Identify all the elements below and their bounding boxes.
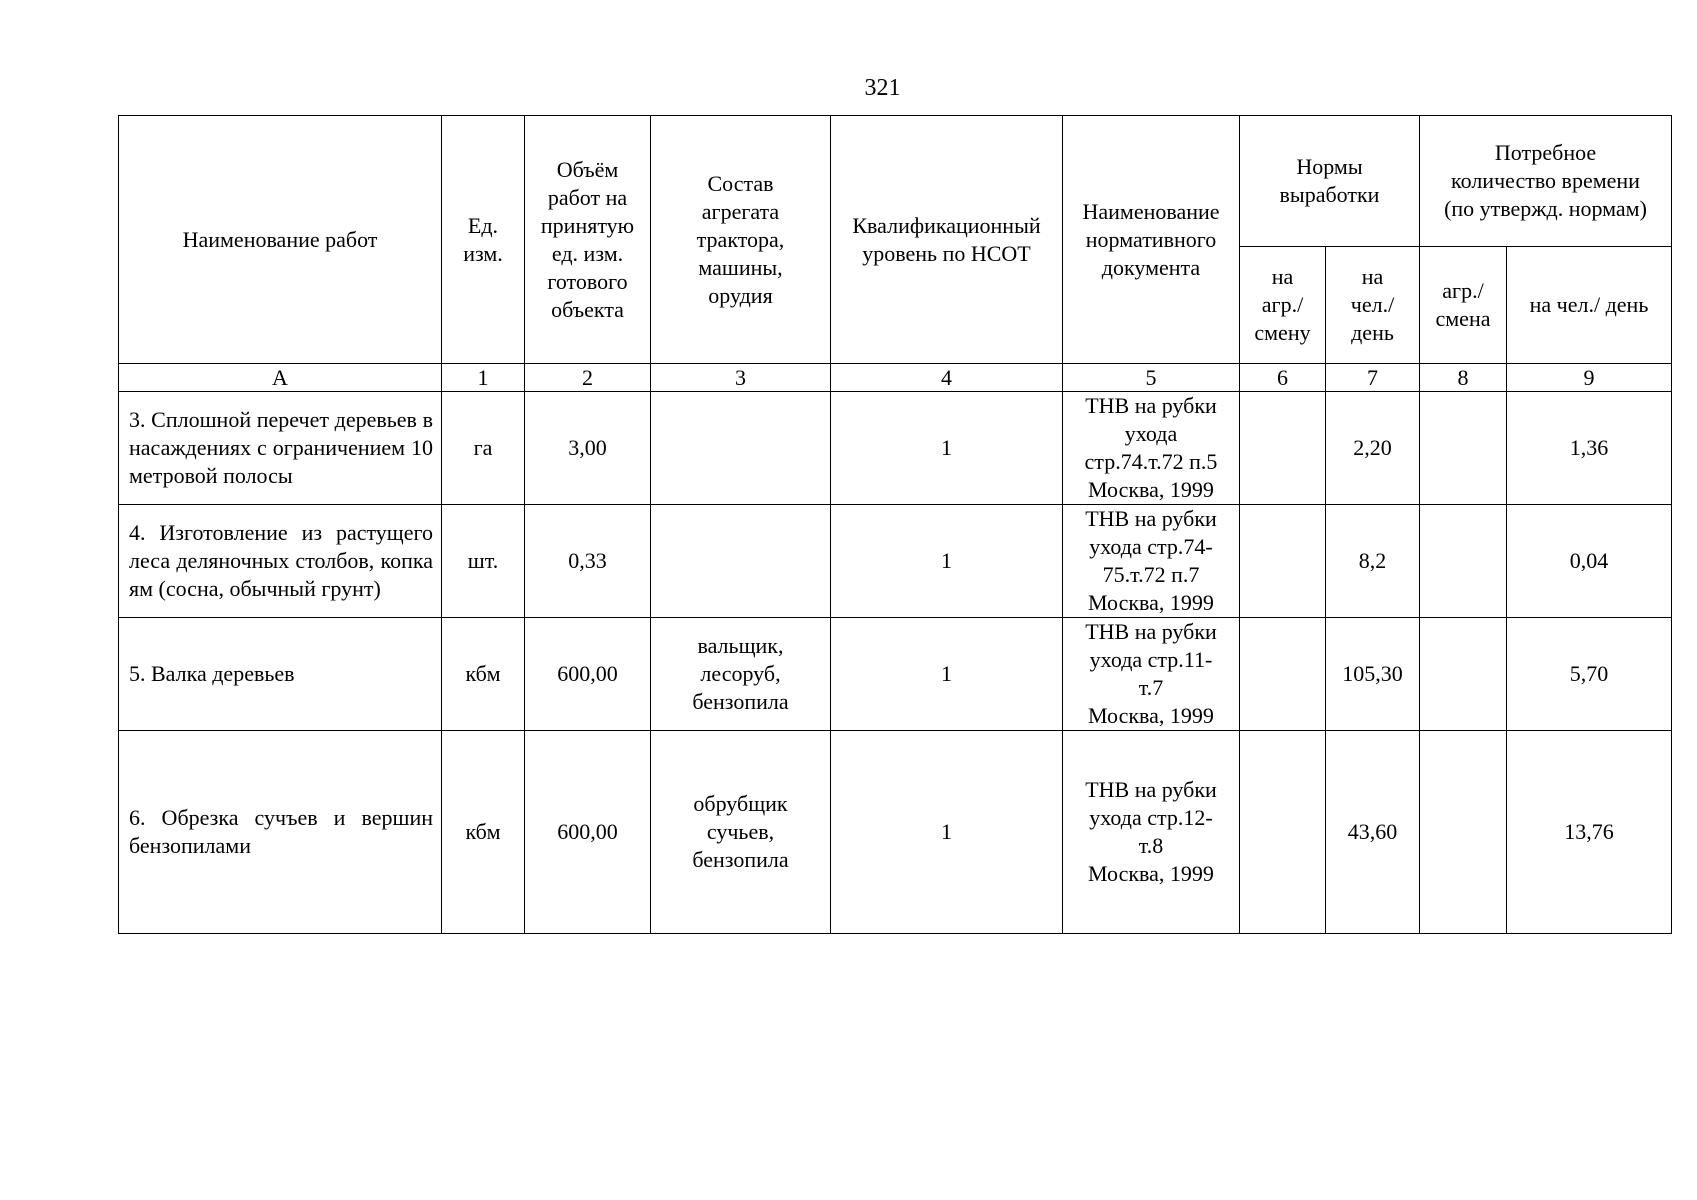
table-row <box>119 731 1672 934</box>
page-number: 321 <box>864 75 901 101</box>
document-cell: ТНВ на рубки ухода стр.11- т.7 Москва, 1999 <box>1063 618 1240 731</box>
header-row <box>119 116 1672 247</box>
work-name-cell: 6. Обрезка сучъев и вершин бензопилами <box>119 731 442 934</box>
work-name-cell: 4. Изготовление из растущего леса деляночных столбов, копка ям (сосна, обычный грунт) <box>119 505 442 618</box>
header-volume: Объём работ на принятую ед. изм. готового объекта <box>525 116 651 364</box>
unit-cell: кбм <box>442 731 525 934</box>
time-unit-shift-cell <box>1420 731 1507 934</box>
composition-cell <box>651 505 831 618</box>
norm-person-day-cell: 105,30 <box>1326 618 1420 731</box>
column-number: 1 <box>442 364 525 392</box>
column-number: 6 <box>1240 364 1326 392</box>
header-person-day: на чел./ день <box>1507 247 1672 364</box>
column-number: А <box>119 364 442 392</box>
unit-cell: кбм <box>442 618 525 731</box>
norm-unit-shift-cell <box>1240 392 1326 505</box>
header-document: Наименование нормативного документа <box>1063 116 1240 364</box>
column-number: 4 <box>831 364 1063 392</box>
column-number: 5 <box>1063 364 1240 392</box>
table-row <box>119 392 1672 505</box>
work-name-cell: 3. Сплошной перечет деревьев в насаждениях с ограничением 10 метровой полосы <box>119 392 442 505</box>
header-qualification: Квалификационный уровень по НСОТ <box>831 116 1063 364</box>
norm-unit-shift-cell <box>1240 731 1326 934</box>
header-time-needed: Потребное количество времени (по утвержд. нормам) <box>1420 116 1672 247</box>
header-unit-composition: Состав агрегата трактора, машины, орудия <box>651 116 831 364</box>
column-number: 9 <box>1507 364 1672 392</box>
column-number: 8 <box>1420 364 1507 392</box>
work-norms-table <box>118 115 1672 934</box>
composition-cell: вальщик, лесоруб, бензопила <box>651 618 831 731</box>
column-number: 3 <box>651 364 831 392</box>
composition-cell: обрубщик сучьев, бензопила <box>651 731 831 934</box>
table-row <box>119 505 1672 618</box>
header-per-unit-shift: на агр./ смену <box>1240 247 1326 364</box>
composition-cell <box>651 392 831 505</box>
time-unit-shift-cell <box>1420 618 1507 731</box>
time-person-day-cell: 5,70 <box>1507 618 1672 731</box>
volume-cell: 600,00 <box>525 731 651 934</box>
header-unit: Ед. изм. <box>442 116 525 364</box>
time-person-day-cell: 13,76 <box>1507 731 1672 934</box>
time-person-day-cell: 1,36 <box>1507 392 1672 505</box>
column-numbers-row <box>119 364 1672 392</box>
time-unit-shift-cell <box>1420 505 1507 618</box>
document-cell: ТНВ на рубки ухода стр.74.т.72 п.5 Москва, 1999 <box>1063 392 1240 505</box>
work-name-cell: 5. Валка деревьев <box>119 618 442 731</box>
volume-cell: 3,00 <box>525 392 651 505</box>
norm-unit-shift-cell <box>1240 618 1326 731</box>
document-cell: ТНВ на рубки ухода стр.12- т.8 Москва, 1999 <box>1063 731 1240 934</box>
header-work-name: Наименование работ <box>119 116 442 364</box>
time-unit-shift-cell <box>1420 392 1507 505</box>
norm-person-day-cell: 2,20 <box>1326 392 1420 505</box>
column-number: 2 <box>525 364 651 392</box>
norm-person-day-cell: 43,60 <box>1326 731 1420 934</box>
header-unit-shift: агр./ смена <box>1420 247 1507 364</box>
qualification-cell: 1 <box>831 731 1063 934</box>
volume-cell: 0,33 <box>525 505 651 618</box>
volume-cell: 600,00 <box>525 618 651 731</box>
qualification-cell: 1 <box>831 505 1063 618</box>
column-number: 7 <box>1326 364 1420 392</box>
qualification-cell: 1 <box>831 618 1063 731</box>
table-row <box>119 618 1672 731</box>
header-output-norms: Нормы выработки <box>1240 116 1420 247</box>
norm-person-day-cell: 8,2 <box>1326 505 1420 618</box>
qualification-cell: 1 <box>831 392 1063 505</box>
norm-unit-shift-cell <box>1240 505 1326 618</box>
header-per-person-day: на чел./ день <box>1326 247 1420 364</box>
unit-cell: шт. <box>442 505 525 618</box>
unit-cell: га <box>442 392 525 505</box>
document-cell: ТНВ на рубки ухода стр.74- 75.т.72 п.7 Москва, 1999 <box>1063 505 1240 618</box>
time-person-day-cell: 0,04 <box>1507 505 1672 618</box>
